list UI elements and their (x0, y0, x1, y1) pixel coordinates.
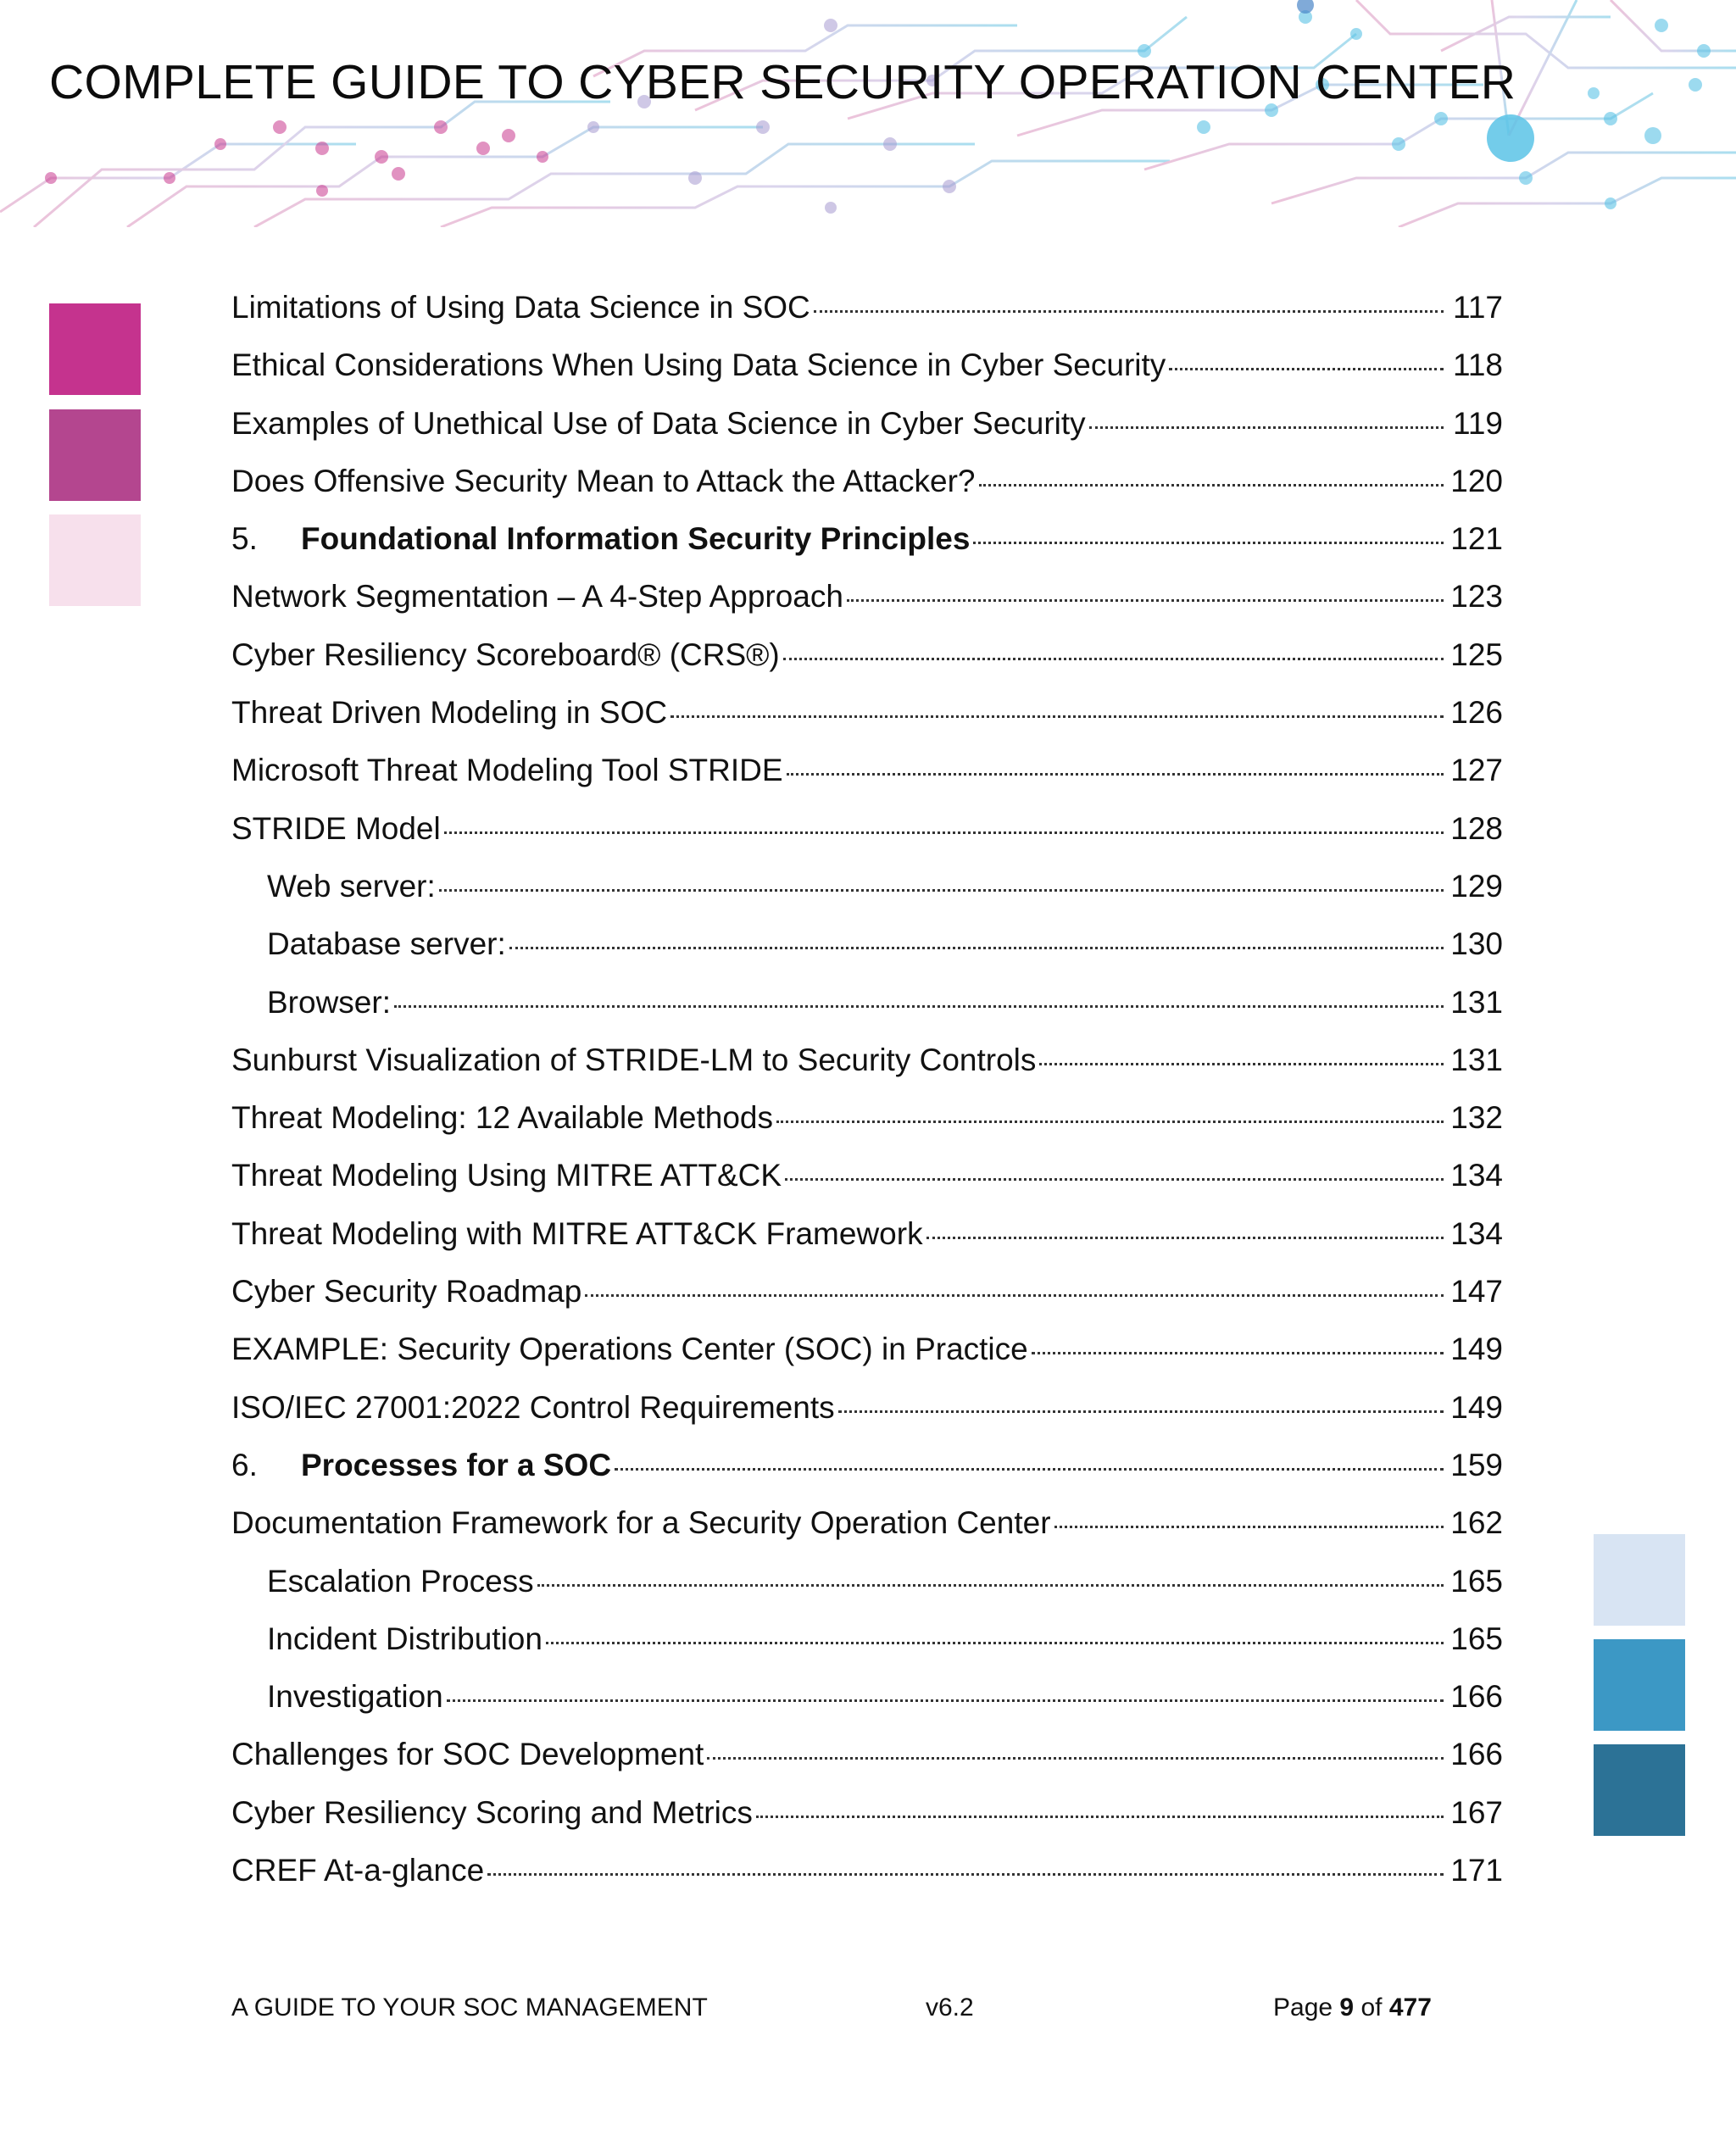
toc-entry-page: 149 (1450, 1389, 1503, 1425)
toc-entry-title: Documentation Framework for a Security Operation Center (231, 1505, 1051, 1541)
toc-entry[interactable] (231, 1032, 1503, 1089)
dot-leader (1169, 342, 1444, 375)
toc-entry[interactable] (231, 395, 1503, 453)
dot-leader (1032, 1326, 1444, 1360)
toc-entry-title: Browser: (267, 984, 391, 1020)
dot-leader (1089, 400, 1444, 434)
toc-entry[interactable] (231, 1205, 1503, 1263)
toc-chapter-number: 5. (231, 521, 258, 557)
header-banner (0, 0, 1736, 227)
toc-entry-title: Cyber Resiliency Scoreboard® (CRS®) (231, 637, 780, 672)
toc-entry-title: Cyber Resiliency Scoring and Metrics (231, 1794, 753, 1830)
toc-entry[interactable] (231, 1321, 1503, 1378)
toc-subentry[interactable] (231, 858, 1503, 915)
toc-entry-page: 126 (1450, 695, 1503, 731)
toc-entry-title: Web server: (267, 868, 436, 904)
toc-entry-page: 131 (1450, 1042, 1503, 1077)
dot-leader (926, 1210, 1444, 1244)
toc-entry-title: Escalation Process (267, 1563, 534, 1599)
toc-entry-title: Database server: (267, 926, 506, 962)
toc-entry-page: 127 (1450, 753, 1503, 788)
toc-entry[interactable] (231, 626, 1503, 684)
toc-entry-title: Processes for a SOC (301, 1447, 612, 1482)
toc-entry[interactable] (231, 684, 1503, 742)
dot-leader (670, 689, 1444, 723)
toc-entry-title: Threat Modeling with MITRE ATT&CK Framework (231, 1215, 923, 1251)
toc-entry-title: Challenges for SOC Development (231, 1737, 704, 1772)
toc-entry[interactable] (231, 1784, 1503, 1842)
toc-chapter-entry[interactable] (231, 1437, 1503, 1494)
dot-leader (756, 1789, 1444, 1823)
toc-entry-page: 119 (1453, 405, 1503, 441)
document-title: COMPLETE GUIDE TO CYBER SECURITY OPERATION CENTER (49, 55, 1516, 109)
dot-leader (776, 1094, 1444, 1128)
dot-leader (814, 284, 1444, 318)
toc-entry-page: 121 (1450, 521, 1503, 557)
toc-entry-title: ISO/IEC 27001:2022 Control Requirements (231, 1389, 835, 1425)
toc-subentry[interactable] (231, 1668, 1503, 1726)
toc-entry-page: 162 (1450, 1505, 1503, 1541)
dot-leader (439, 863, 1444, 897)
toc-entry-title: Microsoft Threat Modeling Tool STRIDE (231, 753, 783, 788)
toc-entry-title: Network Segmentation – A 4-Step Approach (231, 579, 843, 614)
toc-entry[interactable] (231, 1842, 1503, 1899)
toc-entry-page: 167 (1450, 1794, 1503, 1830)
footer-page-indicator (1273, 1994, 1432, 2022)
toc-entry-title: Limitations of Using Data Science in SOC (231, 290, 810, 325)
color-swatch-light-blue (1594, 1534, 1685, 1626)
toc-entry-title: CREF At-a-glance (231, 1853, 485, 1888)
toc-entry-page: 130 (1450, 926, 1503, 962)
toc-entry-page: 134 (1450, 1215, 1503, 1251)
toc-entry-page: 125 (1450, 637, 1503, 672)
toc-entry-page: 120 (1450, 463, 1503, 498)
toc-entry-page: 166 (1450, 1679, 1503, 1715)
toc-entry-page: 171 (1450, 1853, 1503, 1888)
toc-entry-page: 132 (1450, 1100, 1503, 1136)
circuit-board-decoration (0, 0, 1736, 227)
toc-subentry[interactable] (231, 1553, 1503, 1610)
toc-entry[interactable] (231, 1147, 1503, 1204)
toc-entry-page: 149 (1450, 1332, 1503, 1367)
toc-entry-title: Threat Driven Modeling in SOC (231, 695, 668, 731)
dot-leader (615, 1442, 1444, 1476)
footer-of-word: of (1360, 1994, 1383, 2021)
dot-leader (537, 1558, 1444, 1592)
dot-leader (487, 1847, 1444, 1881)
toc-chapter-number: 6. (231, 1447, 258, 1482)
toc-entry-page: 123 (1450, 579, 1503, 614)
dot-leader (1039, 1037, 1444, 1070)
toc-entry-page: 159 (1450, 1447, 1503, 1482)
toc-entry-page: 129 (1450, 868, 1503, 904)
toc-chapter-entry[interactable] (231, 510, 1503, 568)
toc-entry-page: 118 (1453, 348, 1503, 383)
toc-entry-page: 134 (1450, 1158, 1503, 1193)
dot-leader (509, 920, 1444, 954)
toc-entry-title: Investigation (267, 1679, 443, 1715)
toc-entry-title: Threat Modeling Using MITRE ATT&CK (231, 1158, 782, 1193)
dot-leader (785, 1152, 1444, 1186)
dot-leader (585, 1268, 1444, 1302)
dot-leader (546, 1615, 1444, 1649)
toc-entry-page: 165 (1450, 1621, 1503, 1656)
color-swatch-light-pink (49, 514, 141, 606)
toc-entry-title: Sunburst Visualization of STRIDE-LM to Security Controls (231, 1042, 1037, 1077)
toc-entry-page: 165 (1450, 1563, 1503, 1599)
toc-entry-page: 166 (1450, 1737, 1503, 1772)
toc-entry-title: Does Offensive Security Mean to Attack the Attacker? (231, 463, 976, 498)
footer-page-word: Page (1273, 1994, 1333, 2021)
toc-entry-title: STRIDE Model (231, 810, 441, 846)
toc-entry[interactable] (231, 742, 1503, 799)
dot-leader (787, 747, 1444, 781)
dot-leader (847, 573, 1444, 607)
toc-entry[interactable] (231, 453, 1503, 510)
toc-entry[interactable] (231, 568, 1503, 626)
toc-entry-title: Threat Modeling: 12 Available Methods (231, 1100, 773, 1136)
dot-leader (973, 515, 1444, 549)
dot-leader (838, 1384, 1444, 1418)
toc-subentry[interactable] (231, 974, 1503, 1032)
color-swatch-magenta (49, 303, 141, 395)
footer-version: v6.2 (926, 1994, 974, 2021)
toc-entry[interactable] (231, 336, 1503, 394)
toc-entry[interactable] (231, 1726, 1503, 1783)
toc-entry[interactable] (231, 279, 1503, 336)
dot-leader (707, 1731, 1444, 1765)
color-swatch-blue (1594, 1639, 1685, 1731)
toc-entry-title: Cyber Security Roadmap (231, 1274, 582, 1310)
toc-subentry[interactable] (231, 1610, 1503, 1668)
dot-leader (444, 805, 1444, 839)
toc-entry-page: 147 (1450, 1274, 1503, 1310)
toc-entry[interactable] (231, 1379, 1503, 1437)
color-swatch-dark-blue (1594, 1744, 1685, 1836)
toc-entry[interactable] (231, 800, 1503, 858)
table-of-contents (231, 279, 1503, 1899)
toc-entry[interactable] (231, 1089, 1503, 1147)
footer-guide-title: A GUIDE TO YOUR SOC MANAGEMENT (231, 1994, 708, 2021)
toc-subentry[interactable] (231, 915, 1503, 973)
dot-leader (979, 458, 1444, 492)
footer-page-current: 9 (1339, 1994, 1355, 2021)
toc-entry-title: EXAMPLE: Security Operations Center (SOC) in Practice (231, 1332, 1028, 1367)
toc-entry-page: 117 (1453, 290, 1503, 325)
footer-page-total: 477 (1388, 1994, 1432, 2021)
toc-entry[interactable] (231, 1263, 1503, 1321)
dot-leader (783, 631, 1444, 665)
dot-leader (447, 1673, 1444, 1707)
dot-leader (1054, 1499, 1444, 1533)
toc-entry-title: Foundational Information Security Principles (301, 521, 971, 557)
toc-entry-title: Incident Distribution (267, 1621, 542, 1656)
toc-entry-page: 128 (1450, 810, 1503, 846)
dot-leader (394, 979, 1444, 1013)
toc-entry-title: Ethical Considerations When Using Data Science in Cyber Security (231, 348, 1166, 383)
toc-entry-page: 131 (1450, 984, 1503, 1020)
toc-entry-title: Examples of Unethical Use of Data Science in Cyber Security (231, 405, 1086, 441)
color-swatch-purple (49, 409, 141, 501)
toc-entry[interactable] (231, 1494, 1503, 1552)
